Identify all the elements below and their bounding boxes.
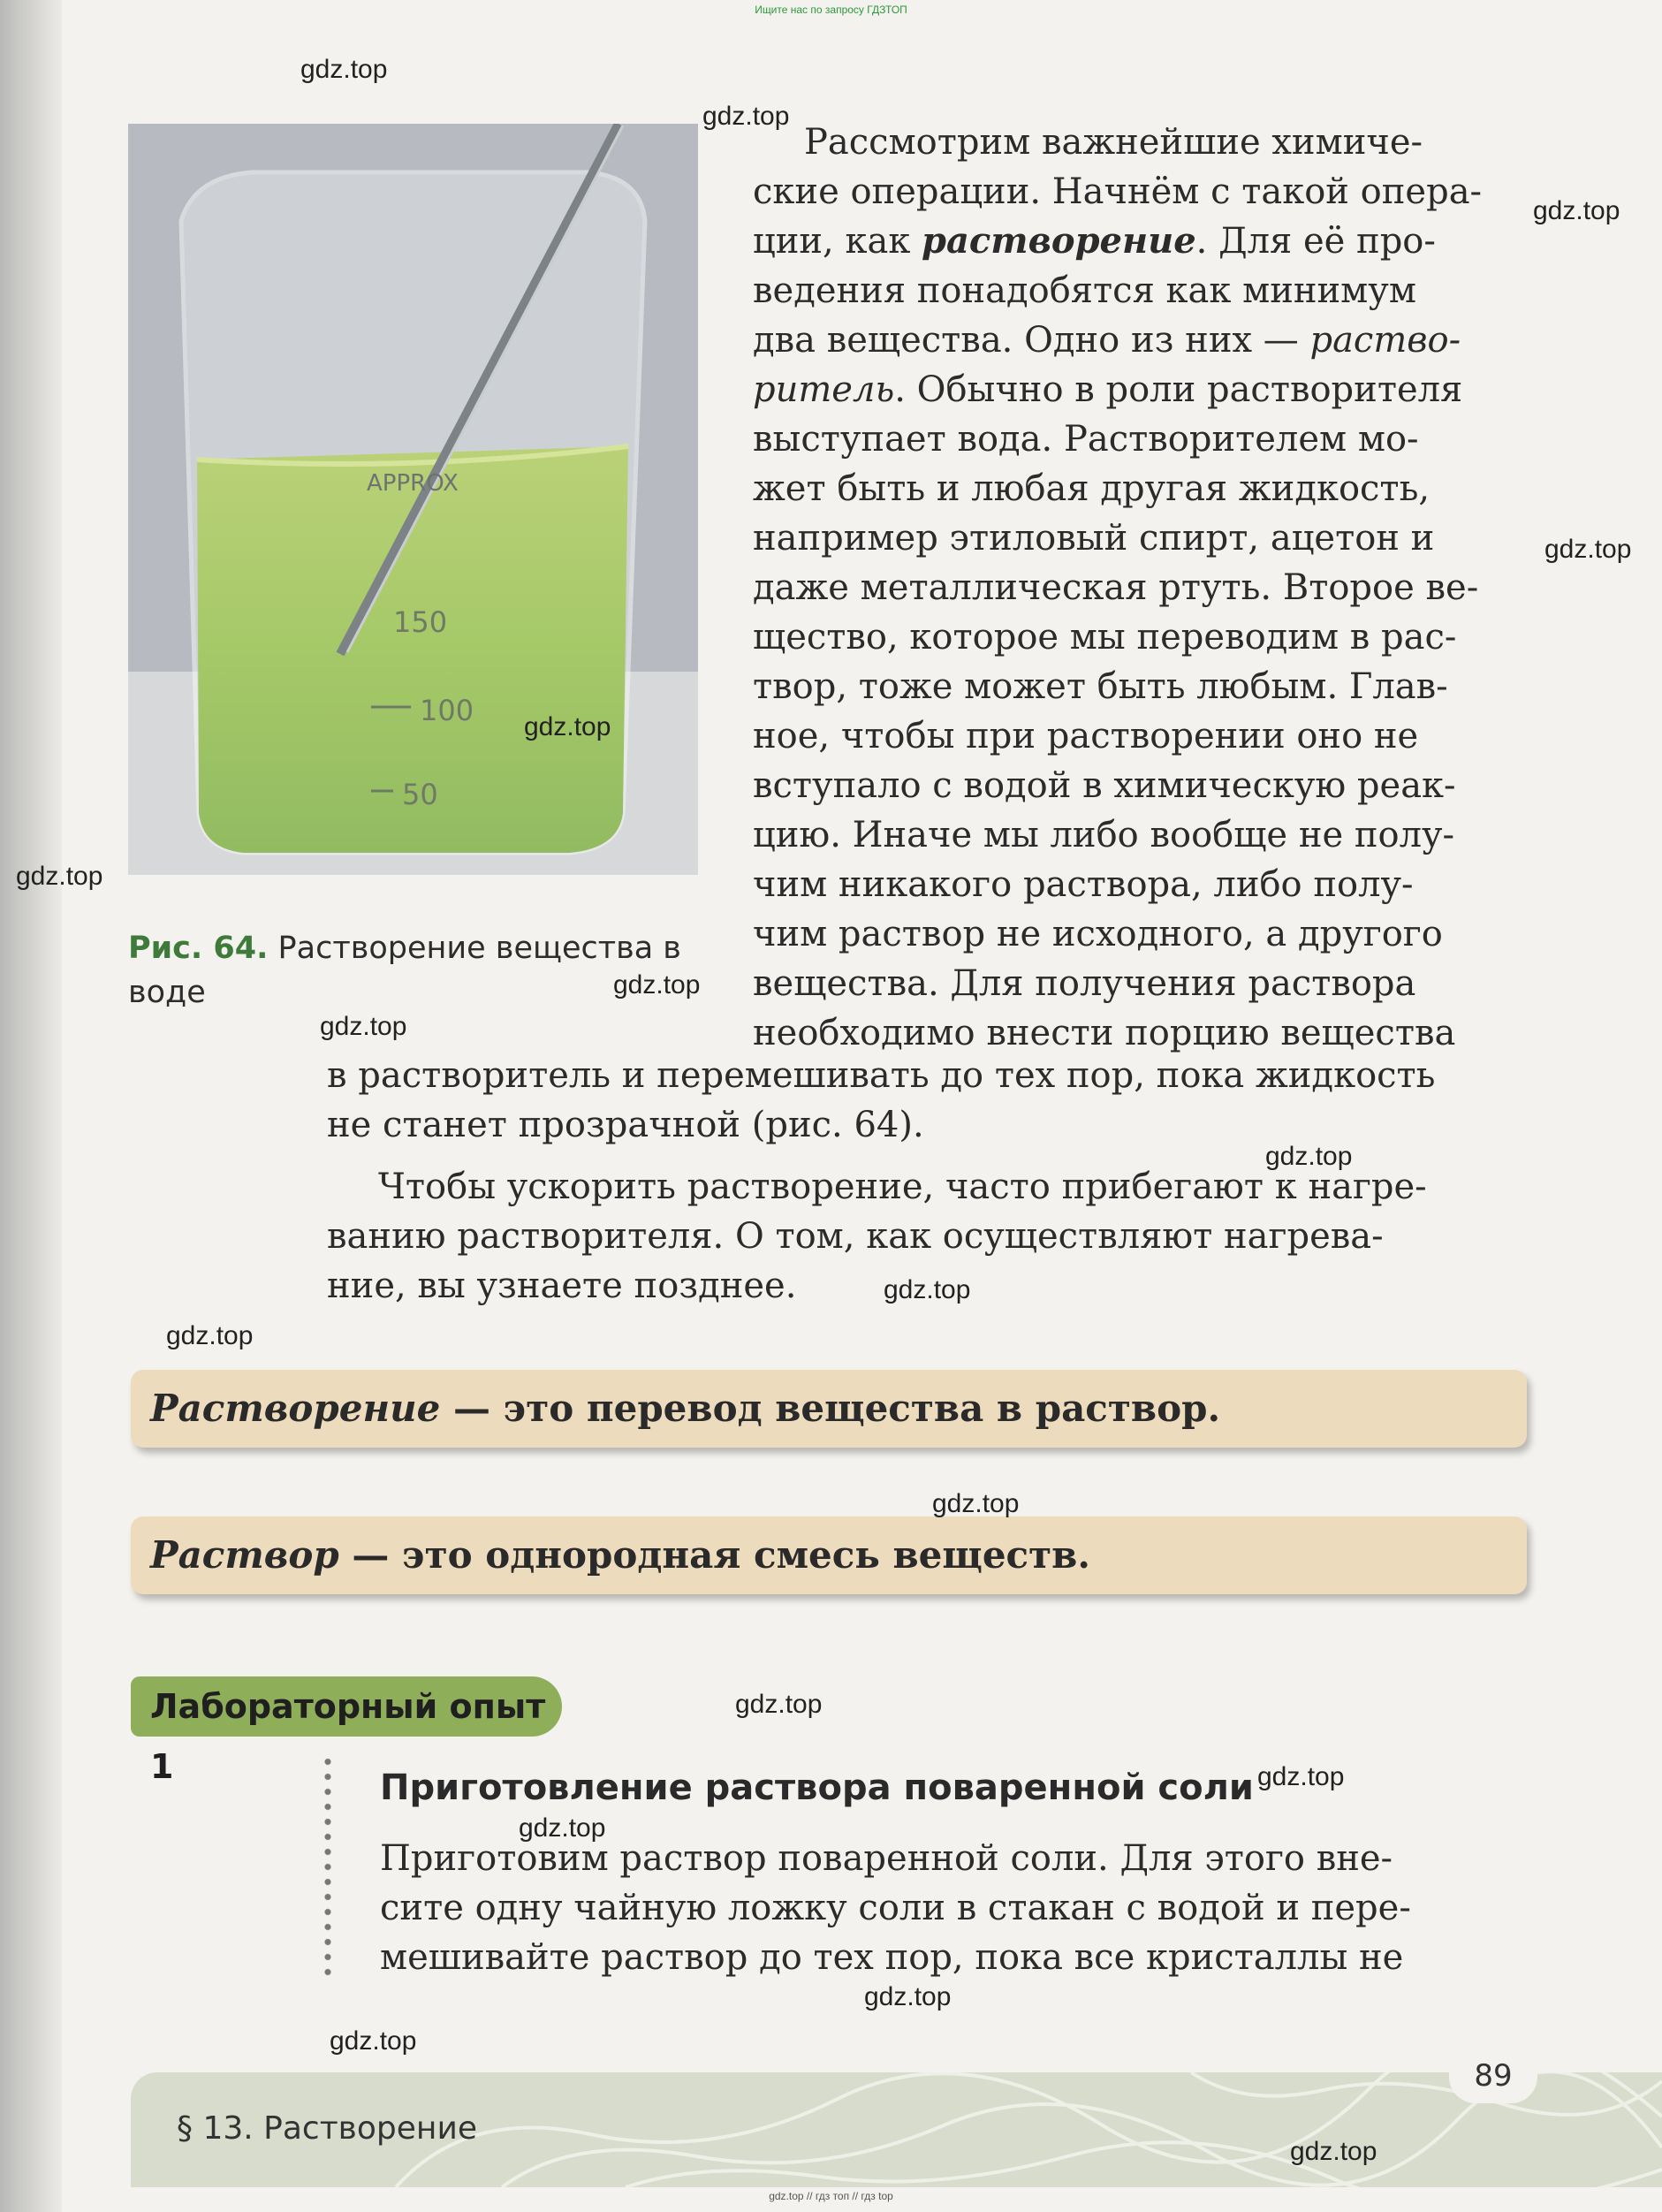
section-label: § 13. Растворение bbox=[177, 2110, 477, 2147]
watermark: gdz.top bbox=[864, 1982, 952, 2011]
text-line: Приготовим раствор поваренной соли. Для этого вне- bbox=[380, 1838, 1393, 1879]
definition-solution bbox=[131, 1516, 1527, 1594]
text-line: ции, как растворение. Для её про- bbox=[753, 220, 1436, 262]
watermark: gdz.top bbox=[300, 55, 388, 84]
text-line: Чтобы ускорить растворение, часто прибегают к нагре- bbox=[378, 1167, 1427, 1207]
text-line: выступает вода. Растворителем мо- bbox=[753, 419, 1419, 460]
text-line: в растворитель и перемешивать до тех пор, пока жидкость bbox=[327, 1055, 1436, 1096]
text-line: необходимо внести порцию вещества bbox=[753, 1013, 1456, 1053]
page-gutter-shadow bbox=[0, 0, 62, 2212]
watermark: gdz.top bbox=[330, 2026, 417, 2056]
watermark: gdz.top bbox=[320, 1012, 407, 1041]
text-line: даже металлическая ртуть. Второе ве- bbox=[753, 567, 1479, 608]
watermark: gdz.top bbox=[702, 102, 790, 131]
watermark: gdz.top bbox=[613, 970, 701, 1000]
text-line: ванию растворителя. О том, как осуществляют нагрева- bbox=[327, 1216, 1384, 1257]
figure-photo bbox=[128, 124, 698, 875]
watermark: gdz.top bbox=[884, 1275, 971, 1304]
beaker-mark-100: 100 bbox=[420, 694, 474, 727]
lab-text bbox=[380, 1834, 1530, 1982]
term-solvent-part2: ритель bbox=[753, 369, 895, 410]
intro-paragraph-continued bbox=[327, 1051, 1530, 1150]
text-line: щество, которое мы переводим в рас- bbox=[753, 617, 1457, 658]
bottom-banner[interactable]: gdz.top // гдз топ // гдз top bbox=[769, 2190, 893, 2202]
text-line: ние, вы узнаете позднее. bbox=[327, 1266, 797, 1306]
dotted-divider bbox=[324, 1754, 331, 1980]
watermark: gdz.top bbox=[519, 1813, 606, 1843]
watermark: gdz.top bbox=[16, 862, 103, 891]
text-line: не станет прозрачной (рис. 64). bbox=[327, 1105, 924, 1145]
text-line: жет быть и любая другая жидкость, bbox=[753, 468, 1431, 509]
text-line: Рассмотрим важнейшие химиче- bbox=[804, 122, 1423, 163]
text-line: два вещества. Одно из них — раство- bbox=[753, 320, 1461, 361]
beaker-mark-50: 50 bbox=[402, 778, 438, 811]
top-banner[interactable]: Ищите нас по запросу ГДЗТОП bbox=[755, 4, 907, 16]
watermark: gdz.top bbox=[524, 712, 611, 741]
watermark: gdz.top bbox=[166, 1321, 254, 1350]
text-line: вступало с водой в химическую реак- bbox=[753, 765, 1456, 806]
lab-experiment-badge: Лабораторный опыт 1 bbox=[131, 1676, 562, 1737]
watermark: gdz.top bbox=[735, 1690, 823, 1719]
beaker-mark-150: 150 bbox=[393, 605, 448, 639]
text-line: мешивайте раствор до тех пор, пока все кристаллы не bbox=[380, 1937, 1404, 1978]
text-line: цию. Иначе мы либо вообще не полу- bbox=[753, 815, 1455, 855]
intro-paragraph bbox=[753, 118, 1530, 1058]
text-line: ведения понадобятся как минимум bbox=[753, 270, 1416, 311]
watermark: gdz.top bbox=[1257, 1762, 1345, 1791]
text-line: сите одну чайную ложку соли в стакан с водой и пере- bbox=[380, 1888, 1411, 1928]
text-line: вещества. Для получения раствора bbox=[753, 963, 1416, 1004]
beaker-mark-approx: APPROX bbox=[367, 470, 459, 497]
text-line: ские операции. Начнём с такой опера- bbox=[753, 171, 1483, 212]
definition-text: — это перевод вещества в раствор. bbox=[440, 1387, 1221, 1430]
watermark: gdz.top bbox=[1290, 2137, 1377, 2166]
definition-text: — это однородная смесь веществ. bbox=[338, 1533, 1090, 1577]
text-line: ное, чтобы при растворении оно не bbox=[753, 716, 1419, 756]
text-line: чим никакого раствора, либо полу- bbox=[753, 864, 1414, 905]
figure-caption-text: Растворение вещества в воде bbox=[128, 931, 681, 1010]
text-line: твор, тоже может быть любым. Глав- bbox=[753, 666, 1448, 707]
term-dissolution: растворение bbox=[922, 220, 1196, 262]
definition-term: Раствор bbox=[150, 1533, 339, 1577]
lab-title: Приготовление раствора поваренной соли bbox=[380, 1767, 1254, 1808]
text-line: чим раствор не исходного, а другого bbox=[753, 914, 1443, 954]
watermark: gdz.top bbox=[1265, 1142, 1353, 1171]
watermark: gdz.top bbox=[932, 1489, 1020, 1518]
text-line: ритель. Обычно в роли растворителя bbox=[753, 369, 1463, 410]
watermark: gdz.top bbox=[1544, 535, 1632, 564]
text-line: например этиловый спирт, ацетон и bbox=[753, 518, 1435, 559]
figure-label: Рис. 64. bbox=[128, 931, 269, 966]
beaker-illustration bbox=[128, 124, 698, 875]
term-solvent-part1: раство- bbox=[1309, 320, 1461, 361]
page-number: 89 bbox=[1449, 2049, 1537, 2103]
definition-term: Растворение bbox=[150, 1387, 441, 1430]
definition-dissolution bbox=[131, 1370, 1527, 1448]
watermark: gdz.top bbox=[1533, 196, 1620, 225]
figure-caption bbox=[128, 926, 694, 1015]
